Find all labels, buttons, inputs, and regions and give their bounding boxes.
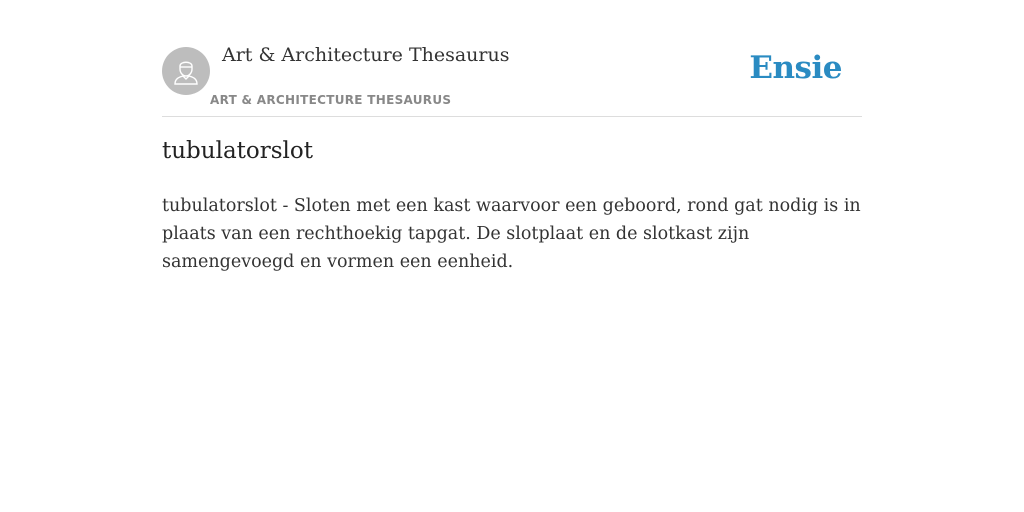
page-container <box>162 0 862 272</box>
header <box>162 0 862 117</box>
author-subtitle[interactable]: ART & ARCHITECTURE THESAURUS <box>210 93 452 107</box>
user-icon <box>171 56 201 86</box>
entry-title: tubulatorslot <box>162 138 313 164</box>
brand-logo[interactable]: Ensie <box>749 50 842 86</box>
entry-definition: tubulatorslot - Sloten met een kast waarvoor een geboord, rond gat nodig is in plaats van een rechthoekig tapgat. De slotplaat en de slotkast zijn samengevoegd en vormen een eenheid. <box>162 196 861 272</box>
author-name[interactable]: Art & Architecture Thesaurus <box>222 44 510 66</box>
avatar[interactable] <box>162 47 210 95</box>
